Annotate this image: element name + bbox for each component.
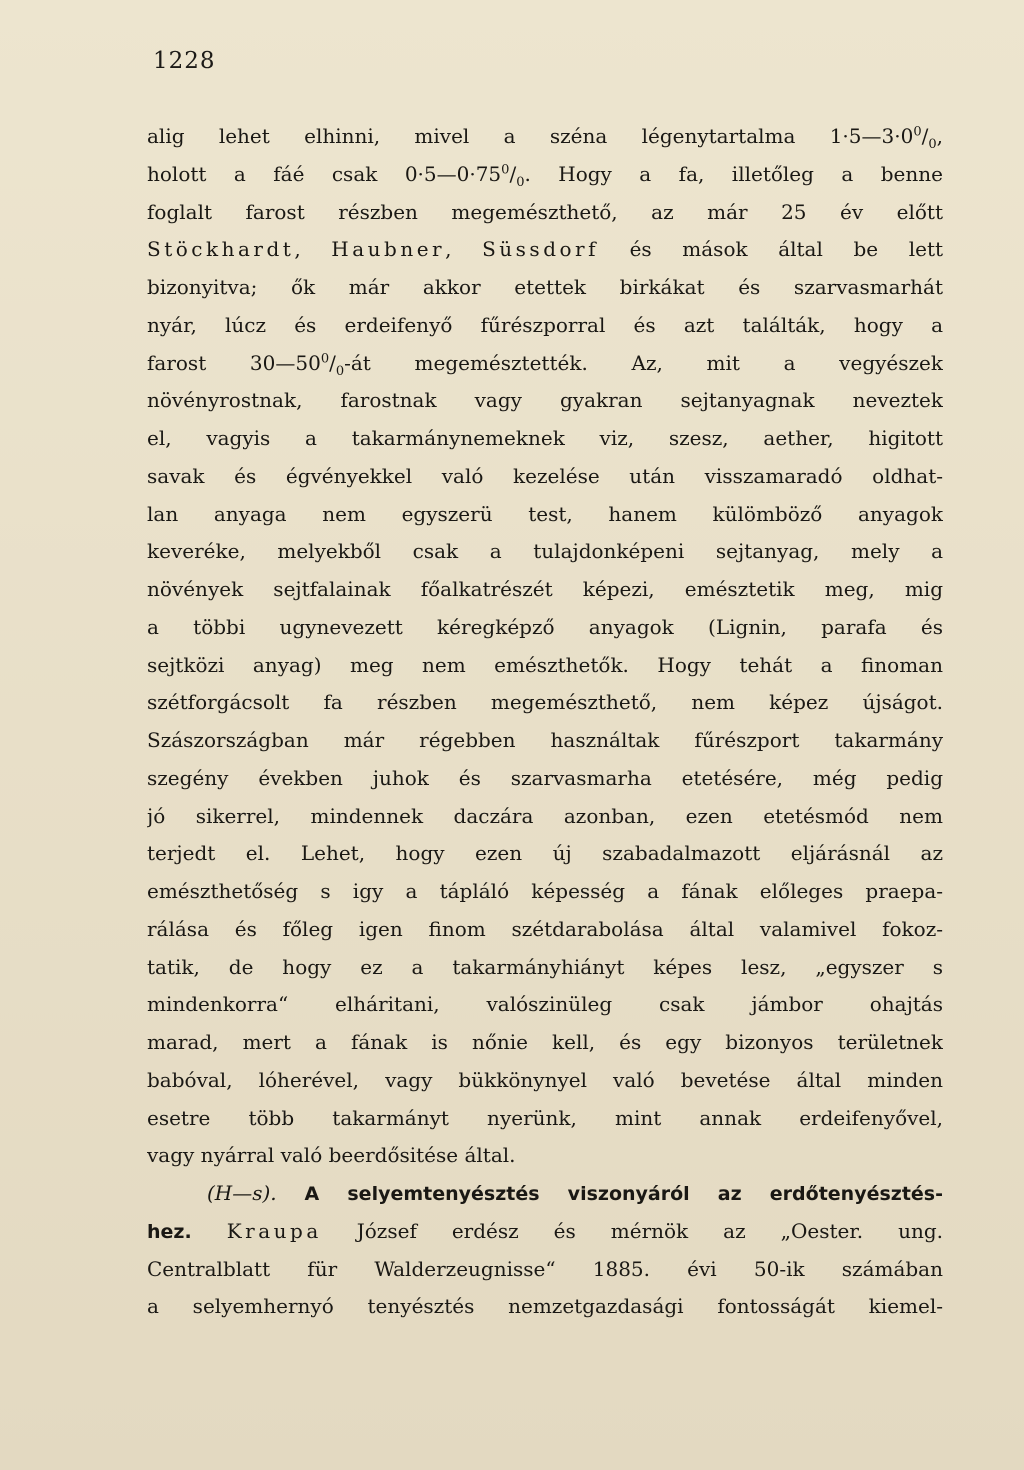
text-line — [147, 118, 943, 156]
text-line — [147, 1213, 943, 1251]
text-segment: -át megemésztették. Az, mit a vegyészek — [344, 350, 943, 375]
text-line — [147, 194, 943, 232]
text-segment: foglalt farost részben megemészthető, az már 25 év előtt — [147, 199, 943, 224]
text-line — [147, 382, 943, 420]
text-segment: esetre több takarmányt nyerünk, mint annak erdeifenyővel, — [147, 1105, 943, 1130]
spaced-name: Süssdorf — [482, 237, 599, 262]
text-line — [147, 1062, 943, 1100]
text-line — [147, 269, 943, 307]
text-line — [147, 1137, 943, 1175]
text-segment: . Hogy a fa, illetőleg a benne — [524, 161, 943, 186]
text-line — [147, 911, 943, 949]
text-segment: 0 — [516, 174, 525, 190]
text-line — [147, 420, 943, 458]
text-segment: keveréke, melyekből csak a tulajdonképeni sejtanyag, mely a — [147, 539, 943, 564]
text-segment: , — [294, 237, 332, 262]
text-segment: Szászországban már régebben használtak fűrészport takarmány — [147, 728, 943, 752]
text-segment: , — [445, 237, 483, 262]
text-segment: 0 — [913, 124, 922, 140]
text-segment: alig lehet elhinni, mivel a széna légenytartalma 1·5—3·0 — [147, 124, 914, 148]
text-line — [147, 496, 943, 534]
spaced-name: Haubner — [331, 237, 446, 262]
text-segment: a többi ugynevezett kéregképző anyagok (Lignin, parafa és — [147, 614, 943, 639]
text-line — [147, 1251, 943, 1289]
bold-heading-text: hez. — [147, 1220, 192, 1243]
text-segment: vagy nyárral való beerdősitése által. — [147, 1143, 516, 1168]
text-line — [147, 722, 943, 760]
text-segment: farost 30—50 — [147, 350, 321, 375]
text-segment: szétforgácsolt fa részben megemészthető, nem képez újságot. — [147, 690, 943, 715]
text-segment: lan anyaga nem egyszerü test, hanem külömböző anyagok — [147, 501, 943, 526]
text-segment: / — [921, 124, 929, 148]
text-segment: rálása és főleg igen finom szétdarabolása által valamivel fokoz- — [147, 916, 943, 941]
bold-heading-text: A selyemtenyésztés viszonyáról az erdőtenyésztés- — [304, 1183, 943, 1205]
text-segment: emészthetőség s igy a tápláló képesség a fának előleges praepa- — [147, 879, 943, 903]
text-segment: terjedt el. Lehet, hogy ezen új szabadalmazott eljárásnál az — [147, 841, 943, 866]
text-line — [147, 835, 943, 873]
text-line — [147, 345, 943, 383]
text-line — [147, 798, 943, 836]
text-segment: holott a fáé csak 0·5—0·75 — [147, 161, 502, 186]
text-line — [147, 1100, 943, 1138]
text-segment: 0 — [320, 350, 330, 366]
text-line — [147, 1175, 943, 1213]
text-segment: / — [329, 350, 336, 375]
text-line — [147, 533, 943, 571]
text-segment — [192, 1219, 227, 1243]
text-line — [147, 609, 943, 647]
author-initials: (H—s). — [207, 1181, 305, 1205]
text-line — [147, 647, 943, 685]
text-segment: 0 — [501, 162, 510, 178]
text-segment: el, vagyis a takarmánynemeknek viz, szesz, aether, higitott — [147, 426, 943, 450]
text-segment: 0 — [928, 137, 937, 152]
text-segment: tatik, de hogy ez a takarmányhiányt képes lesz, „egyszer s — [147, 954, 943, 979]
text-line — [147, 949, 943, 987]
text-segment: és mások által be lett — [599, 237, 943, 262]
text-segment: növényrostnak, farostnak vagy gyakran sejtanyagnak neveztek — [147, 388, 943, 413]
text-segment: a selyemhernyó tenyésztés nemzetgazdasági fontosságát kiemel- — [147, 1294, 943, 1319]
text-line — [147, 1024, 943, 1062]
text-segment: nyár, lúcz és erdeifenyő fűrészporral és azt találták, hogy a — [147, 312, 943, 337]
text-line — [147, 873, 943, 911]
text-segment: József erdész és mérnök az „Oester. ung. — [321, 1218, 943, 1243]
text-line — [147, 1288, 943, 1326]
text-segment: savak és égvényekkel való kezelése után visszamaradó oldhat- — [147, 463, 943, 488]
page-number: 1228 — [153, 48, 216, 74]
text-segment: mindenkorra“ elháritani, valószinüleg csak jámbor ohajtás — [147, 992, 943, 1017]
text-segment: babóval, lóherével, vagy bükkönynyel való bevetése által minden — [147, 1067, 943, 1092]
text-line — [147, 760, 943, 798]
text-line — [147, 684, 943, 722]
text-segment: 0 — [335, 363, 345, 379]
text-line — [147, 156, 943, 194]
text-line — [147, 231, 943, 269]
text-segment: sejtközi anyag) meg nem emészthetők. Hogy tehát a finoman — [147, 652, 943, 677]
text-segment: növények sejtfalainak főalkatrészét képezi, emésztetik meg, mig — [147, 577, 943, 601]
text-segment: / — [509, 161, 517, 186]
text-line — [147, 458, 943, 496]
text-line — [147, 571, 943, 609]
body-text — [147, 118, 943, 1326]
text-segment: Centralblatt für Walderzeugnisse“ 1885. évi 50-ik számában — [147, 1256, 943, 1281]
spaced-name: Kraupa — [226, 1218, 322, 1243]
text-segment: marad, mert a fának is nőnie kell, és egy bizonyos területnek — [147, 1030, 943, 1054]
text-segment: jó sikerrel, mindennek daczára azonban, ezen etetésmód nem — [147, 803, 943, 828]
spaced-name: Stöckhardt — [147, 237, 295, 262]
text-segment: bizonyitva; ők már akkor etettek birkákat és szarvasmarhát — [147, 275, 943, 299]
text-segment: szegény években juhok és szarvasmarha etetésére, még pedig — [147, 765, 943, 790]
text-line — [147, 986, 943, 1024]
text-line — [147, 307, 943, 345]
text-segment: , — [936, 124, 943, 148]
